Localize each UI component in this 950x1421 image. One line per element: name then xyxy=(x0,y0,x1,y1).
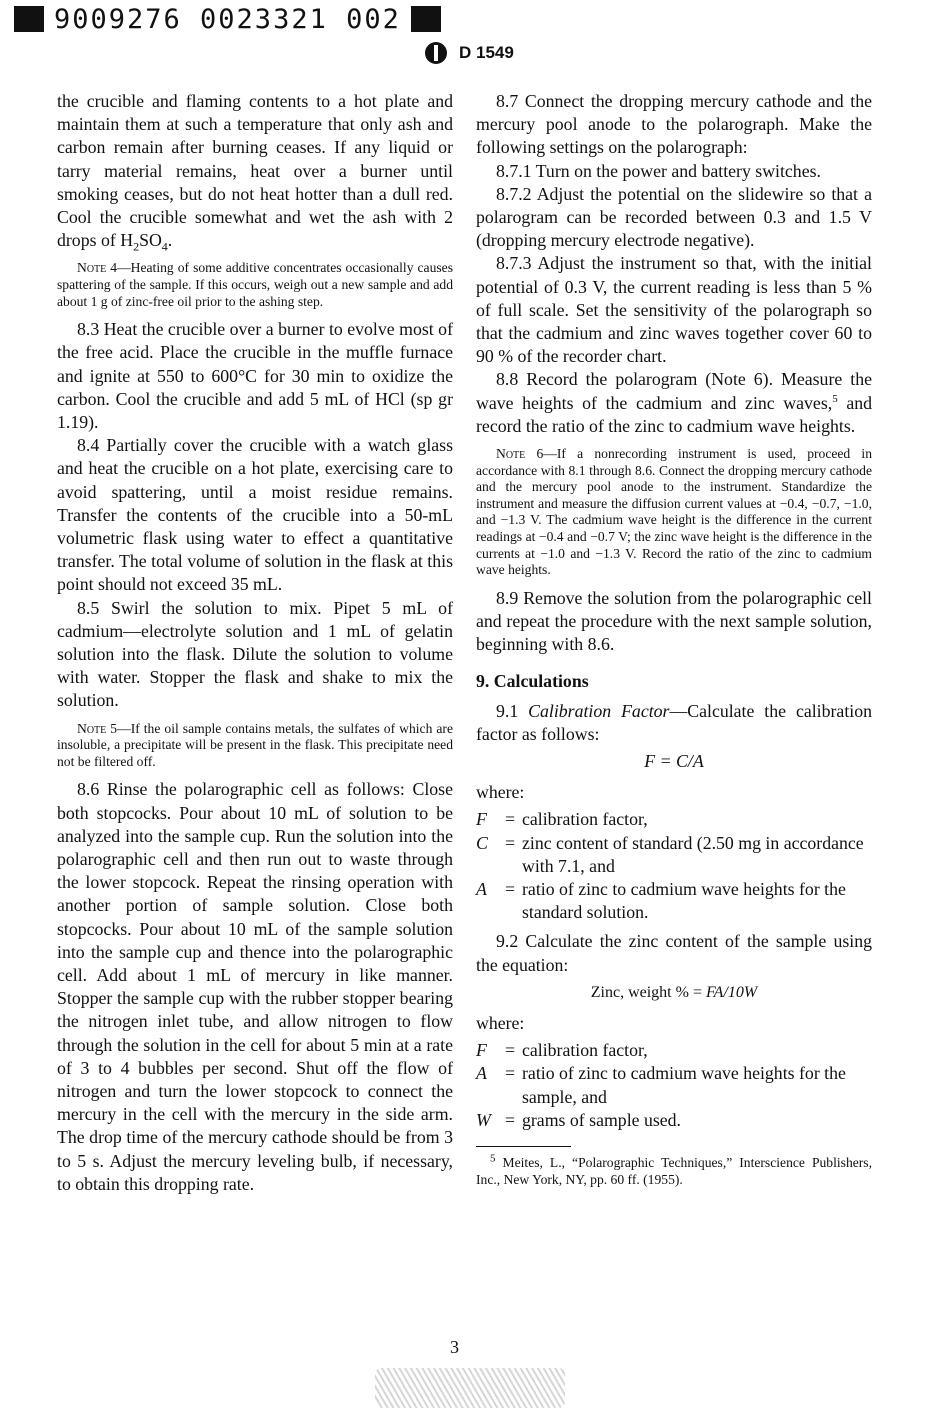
paragraph-8-8: 8.8 Record the polarogram (Note 6). Measure the wave heights of the cadmium and zinc waves,$^5$ and record the ratio of the zinc to cadmium wave heights. xyxy=(476,369,872,436)
barcode-strip xyxy=(14,4,441,34)
left-column xyxy=(57,90,453,1196)
footnote-5: $^5$ Meites, L., “Polarographic Techniques,” Interscience Publishers, Inc., New York, NY, pp. 60 ff. (1955). xyxy=(476,1152,872,1187)
paragraph-9-1: 9.1 Calibration Factor—Calculate the calibration factor as follows: xyxy=(476,700,872,744)
paragraph-8-7-2: 8.7.2 Adjust the potential on the slidewire so that a polarogram can be recorded between 0.3 and 1.5 V (dropping mercury electrode negative). xyxy=(476,183,872,251)
footnote-divider xyxy=(476,1146,571,1147)
definition-row: A = ratio of zinc to cadmium wave heights for the sample, and xyxy=(476,1063,846,1107)
formula-calibration-factor: F = C/A xyxy=(644,751,704,772)
paragraph-8-6: 8.6 Rinse the polarographic cell as follows: Close both stopcocks. Pour about 10 mL of solution to be analyzed into the sample cup. Run the solution into the polarographic cell and then run out to waste through the lower stopcock. Repeat the rinsing operation with another portion of sample solution. Close both stopcocks. Pour about 10 mL of the sample solution into the sample cup and thence into the polarographic cell. Add about 1 mL of mercury in like manner. Stopper the sample cup with the rubber stopper bearing the nitrogen inlet tube, and allow nitrogen to flow through the solution in the cell for about 5 min at a rate of 3 to 4 bubbles per second. Shut off the flow of nitrogen and turn the lower stopcock to connect the mercury in the cell with the mercury in the side arm. The drop time of the mercury cathode should be from 3 to 5 s. Adjust the mercury leveling bulb, if necessary, to obtain this dropping rate. xyxy=(57,779,453,1194)
barcode-block-right xyxy=(411,6,441,32)
definition-row: F = calibration factor, xyxy=(476,809,648,830)
paragraph-ashing: the crucible and flaming contents to a hot plate and maintain them at such a temperature that only ash and carbon remain after burning ceases. If any liquid or tarry material remains, heat over a burner until smoking ceases, but do not heat hotter than a dull red. Cool the crucible somewhat and wet the ash with 2 drops of $H_2SO_4$. xyxy=(57,91,453,254)
paragraph-8-7: 8.7 Connect the dropping mercury cathode and the mercury pool anode to the polarograph. Make the following settings on the polarograph: xyxy=(476,91,872,158)
right-column xyxy=(476,90,872,1188)
definitions-list-2 xyxy=(476,1039,872,1132)
definition-row: F = calibration factor, xyxy=(476,1040,648,1061)
paragraph-8-7-1: 8.7.1 Turn on the power and battery switches. xyxy=(496,160,821,181)
where-label-1: where: xyxy=(476,782,525,803)
astm-logo-icon xyxy=(425,42,447,64)
note-6: Note 6—If a nonrecording instrument is used, proceed in accordance with 8.1 through 8.6. Connect the dropping mercury cathode and the mercury pool anode to the instrument. Standardize the instrument and measure the diffusion current values at −0.4, −0.7, −1.0, and −1.3 V. The cadmium wave height is the difference in the current readings at −0.4 and −0.7 V; the zinc wave height is the difference in the currents at −1.0 and −1.3 V. Record the ratio of the zinc to cadmium wave heights. xyxy=(476,446,872,578)
scan-artifact xyxy=(375,1368,565,1408)
standard-designation: D 1549 xyxy=(459,43,514,62)
barcode-block-left xyxy=(14,6,44,32)
paragraph-8-3: 8.3 Heat the crucible over a burner to evolve most of the free acid. Place the crucible in the muffle furnace and ignite at 550 to 600°C for 30 min to oxidize the carbon. Cool the crucible and add 5 mL of HCl (sp gr 1.19). xyxy=(57,319,453,433)
section-9-heading: 9. Calculations xyxy=(476,671,589,692)
definition-row: A = ratio of zinc to cadmium wave heights for the standard solution. xyxy=(476,879,846,923)
definition-row: W = grams of sample used. xyxy=(476,1109,682,1130)
formula-zinc-content: Zinc, weight % = FA/10W xyxy=(590,983,758,1001)
page-header xyxy=(425,42,514,64)
definition-row: C = zinc content of standard (2.50 mg in accordance with 7.1, and xyxy=(476,832,864,876)
page-number: 3 xyxy=(450,1337,459,1357)
note-4: Note 4—Heating of some additive concentrates occasionally causes spattering of the sample. If this occurs, weigh out a new sample and add about 1 g of zinc-free oil prior to the ashing step. xyxy=(57,260,453,309)
paragraph-8-4: 8.4 Partially cover the crucible with a watch glass and heat the crucible on a hot plate, exercising care to avoid spattering, until a moist residue remains. Transfer the contents of the crucible into a 50-mL volumetric flask using water to effect a quantitative transfer. The total volume of solution in the flask at this point should not exceed 35 mL. xyxy=(57,435,453,595)
where-label-2: where: xyxy=(476,1013,525,1034)
note-5: Note 5—If the oil sample contains metals, the sulfates of which are insoluble, a precipitate will be present in the flask. This precipitate need not be filtered off. xyxy=(57,720,453,769)
paragraph-8-9: 8.9 Remove the solution from the polarographic cell and repeat the procedure with the next sample solution, beginning with 8.6. xyxy=(476,587,872,655)
paragraph-8-7-3: 8.7.3 Adjust the instrument so that, with the initial potential of 0.3 V, the current reading is less than 5 % of full scale. Set the sensitivity of the polarograph so that the cadmium and zinc waves together cover 60 to 90 % of the recorder chart. xyxy=(476,253,872,367)
footnote-ref-5: 5 xyxy=(832,392,838,405)
definitions-list-1 xyxy=(476,808,872,924)
paragraph-9-2: 9.2 Calculate the zinc content of the sample using the equation: xyxy=(476,931,872,975)
paragraph-8-5: 8.5 Swirl the solution to mix. Pipet 5 mL of cadmium—electrolyte solution and 1 mL of gelatin solution into the flask. Dilute the solution to volume with water. Stopper the flask and shake to mix the solution. xyxy=(57,597,453,711)
barcode-text: 9009276 0023321 002 xyxy=(54,3,401,35)
